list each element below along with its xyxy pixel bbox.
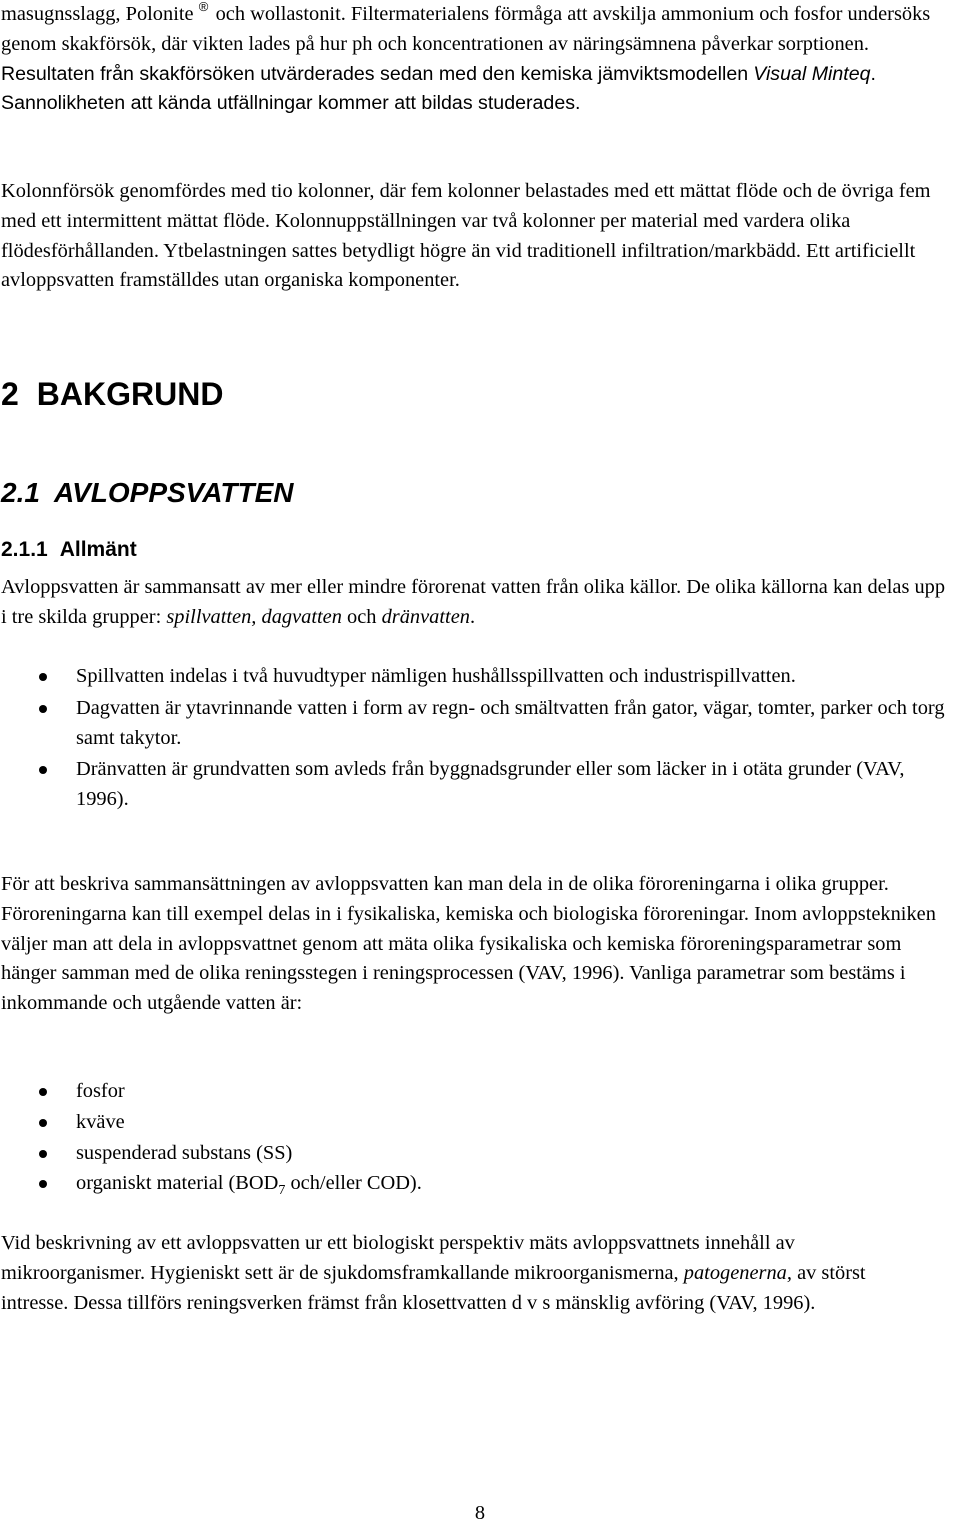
bullet-icon xyxy=(39,705,47,713)
heading-bakgrund xyxy=(1,374,223,414)
list-item-text: fosfor xyxy=(76,1080,125,1102)
list-item-text: Spillvatten indelas i två huvudtyper nämligen hushållsspillvatten och industrispillvatten. xyxy=(76,665,796,687)
allmant-part1: Avloppsvatten är sammansatt av mer eller mindre förorenat vatten från olika källor. De olika källorna kan delas upp i tre skilda grupper: xyxy=(1,576,946,628)
bod-subscript: 7 xyxy=(278,1183,286,1199)
registered-mark: ® xyxy=(198,0,209,14)
bullet-icon xyxy=(39,766,47,774)
intro-sans-part1: Resultaten från skakförsöken utvärderades sedan med den kemiska jämviktsmodellen xyxy=(1,62,749,85)
list-item-dagvatten xyxy=(0,694,956,754)
allmant-end: . xyxy=(469,605,476,628)
micro-part1: Vid beskrivning av ett avloppsvatten ur ett biologiskt perspektiv mäts avloppsvattnets innehåll av mikroorganismer. Hygieniskt sett är de sjukdomsframkallande mikroorganismerna, xyxy=(1,1232,795,1284)
heading-bakgrund-number: 2 xyxy=(1,376,19,412)
intro-line1-rest: och wollastonit. Filtermaterialens förmåga att avskilja ammonium och fosfor undersöks genom skakförsök, där vikten lades på hur ph och koncentrationen av näringsämnena påverkar sorptionen. xyxy=(1,3,931,55)
list-item-text: Dränvatten är grundvatten som avleds från byggnadsgrunder eller som läcker in i otäta grunder (VAV, 1996). xyxy=(76,758,905,811)
list-item-kvave xyxy=(0,1108,956,1138)
heading-bakgrund-title: BAKGRUND xyxy=(36,376,224,412)
allmant-term-dagvatten: dagvatten xyxy=(261,605,342,628)
column-test-paragraph: Kolonnförsök genomfördes med tio kolonner, där fem kolonner belastades med ett mättat flöde och de övriga fem med ett intermittent mättat flöde. Kolonnuppställningen var två kolonner per material med vardera olika flödesförhållanden. Ytbelastningen sattes betydligt högre än vid traditionell infiltration/markbädd. Ett artificiellt avloppsvatten framställdes utan organiska komponenter. xyxy=(1,180,931,292)
list-item-text: Dagvatten är ytavrinnande vatten i form av regn- och smältvatten från gator, vägar, tomter, parker och torg samt takytor. xyxy=(76,696,945,749)
intro-line1-start: masugnsslagg, Polonite xyxy=(1,3,194,25)
bullet-icon xyxy=(39,1119,47,1127)
page-number: 8 xyxy=(474,1502,486,1524)
heading-allmant-title: Allmänt xyxy=(59,538,137,561)
list-item-text: kväve xyxy=(76,1110,125,1133)
intro-model-name: Visual Minteq xyxy=(753,62,871,85)
list-item-fosfor xyxy=(0,1077,956,1107)
list-item-text-start: organiskt material (BOD xyxy=(76,1172,279,1195)
heading-allmant xyxy=(1,535,137,565)
allmant-term-dranvatten: dränvatten xyxy=(381,605,470,628)
allmant-term-spillvatten: spillvatten, xyxy=(166,605,257,628)
list-item-text: suspenderad substans (SS) xyxy=(76,1141,293,1164)
microorganisms-paragraph xyxy=(1,1229,931,1318)
allmant-paragraph xyxy=(1,573,951,633)
list-item-ss xyxy=(0,1139,956,1169)
intro-paragraph xyxy=(1,0,946,119)
list-item-dranvatten xyxy=(0,755,956,815)
heading-avloppsvatten-title: AVLOPPSVATTEN xyxy=(53,477,294,508)
list-item-text-end: och/eller COD). xyxy=(285,1172,422,1195)
allmant-och: och xyxy=(347,605,377,628)
intro-sans-part2: . Sannolikheten att kända utfällningar kommer att bildas studerades. xyxy=(1,62,876,115)
water-types-list xyxy=(0,662,956,815)
list-item-organiskt xyxy=(0,1169,956,1199)
heading-avloppsvatten-number: 2.1 xyxy=(1,477,40,508)
bullet-icon xyxy=(39,1088,47,1096)
heading-allmant-number: 2.1.1 xyxy=(1,538,48,561)
parameters-paragraph: För att beskriva sammansättningen av avloppsvatten kan man dela in de olika föroreningarna i olika grupper. Föroreningarna kan till exempel delas in i fysikaliska, kemiska och biologiska föroreningar. Inom avloppstekniken väljer man att dela in avloppsvattnet genom att mäta olika fysikaliska och kemiska föroreningsparametrar som hänger samman med de olika reningsstegen i reningsprocessen (VAV, 1996). Vanliga parametrar som bestäms i inkommande och utgående vatten är: xyxy=(1,873,936,1015)
bullet-icon xyxy=(39,1150,47,1158)
micro-italic-patogenerna: patogenerna, xyxy=(683,1261,792,1284)
heading-avloppsvatten xyxy=(1,475,294,511)
bullet-icon xyxy=(39,1180,47,1188)
list-item-spillvatten xyxy=(0,662,956,692)
micro-part2: av störst intresse. Dessa tillförs reningsverken främst från klosettvatten d v s mänsklig avföring (VAV, 1996). xyxy=(1,1261,866,1314)
parameters-list xyxy=(0,1077,956,1199)
bullet-icon xyxy=(39,673,47,681)
